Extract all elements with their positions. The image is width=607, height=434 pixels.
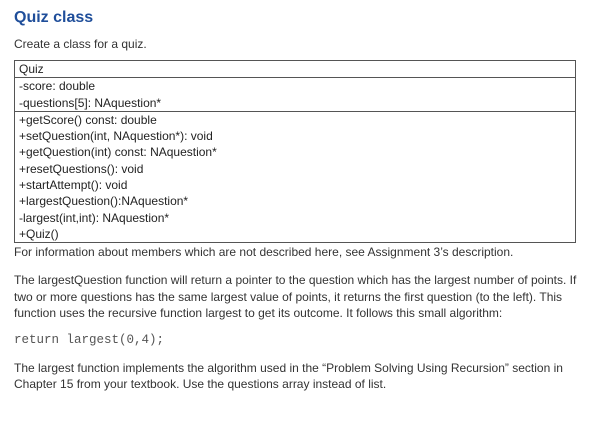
- uml-method: +getQuestion(int) const: NAquestion*: [19, 145, 217, 160]
- uml-attributes-section: [15, 77, 575, 111]
- document-body: [14, 8, 594, 393]
- uml-method: +getScore() const: double: [19, 112, 157, 127]
- uml-class-name: Quiz: [19, 62, 44, 76]
- page-title: Quiz class: [14, 9, 94, 26]
- uml-class-name-section: [15, 61, 575, 77]
- uml-method: +startAttempt(): void: [19, 178, 128, 193]
- reference-note: For information about members which are not described here, see Assignment 3’s description.: [14, 245, 514, 260]
- uml-method: +resetQuestions(): void: [19, 161, 144, 176]
- uml-method: +Quiz(): [19, 226, 59, 241]
- uml-methods-section: [15, 111, 575, 242]
- description-paragraph: The largest function implements the algorithm used in the “Problem Solving Using Recursion” section in Chapter 15 from your textbook. Use the questions array instead of list.: [14, 360, 563, 392]
- uml-attribute: -questions[5]: NAquestion*: [19, 95, 162, 110]
- subtitle: Create a class for a quiz.: [14, 37, 147, 51]
- uml-method: +setQuestion(int, NAquestion*): void: [19, 129, 213, 144]
- description-paragraph: The largestQuestion function will return a pointer to the question which has the largest number of points. If two or more questions has the same largest value of points, it returns the first question (to the left). This function uses the recursive function largest to get its outcome. It follows this small algorithm:: [14, 273, 577, 321]
- uml-class-diagram: [14, 60, 576, 243]
- uml-attribute: -score: double: [19, 79, 96, 94]
- uml-method: +largestQuestion():NAquestion*: [19, 194, 189, 209]
- uml-method: -largest(int,int): NAquestion*: [19, 210, 170, 225]
- code-snippet: return largest(0,4);: [14, 332, 165, 347]
